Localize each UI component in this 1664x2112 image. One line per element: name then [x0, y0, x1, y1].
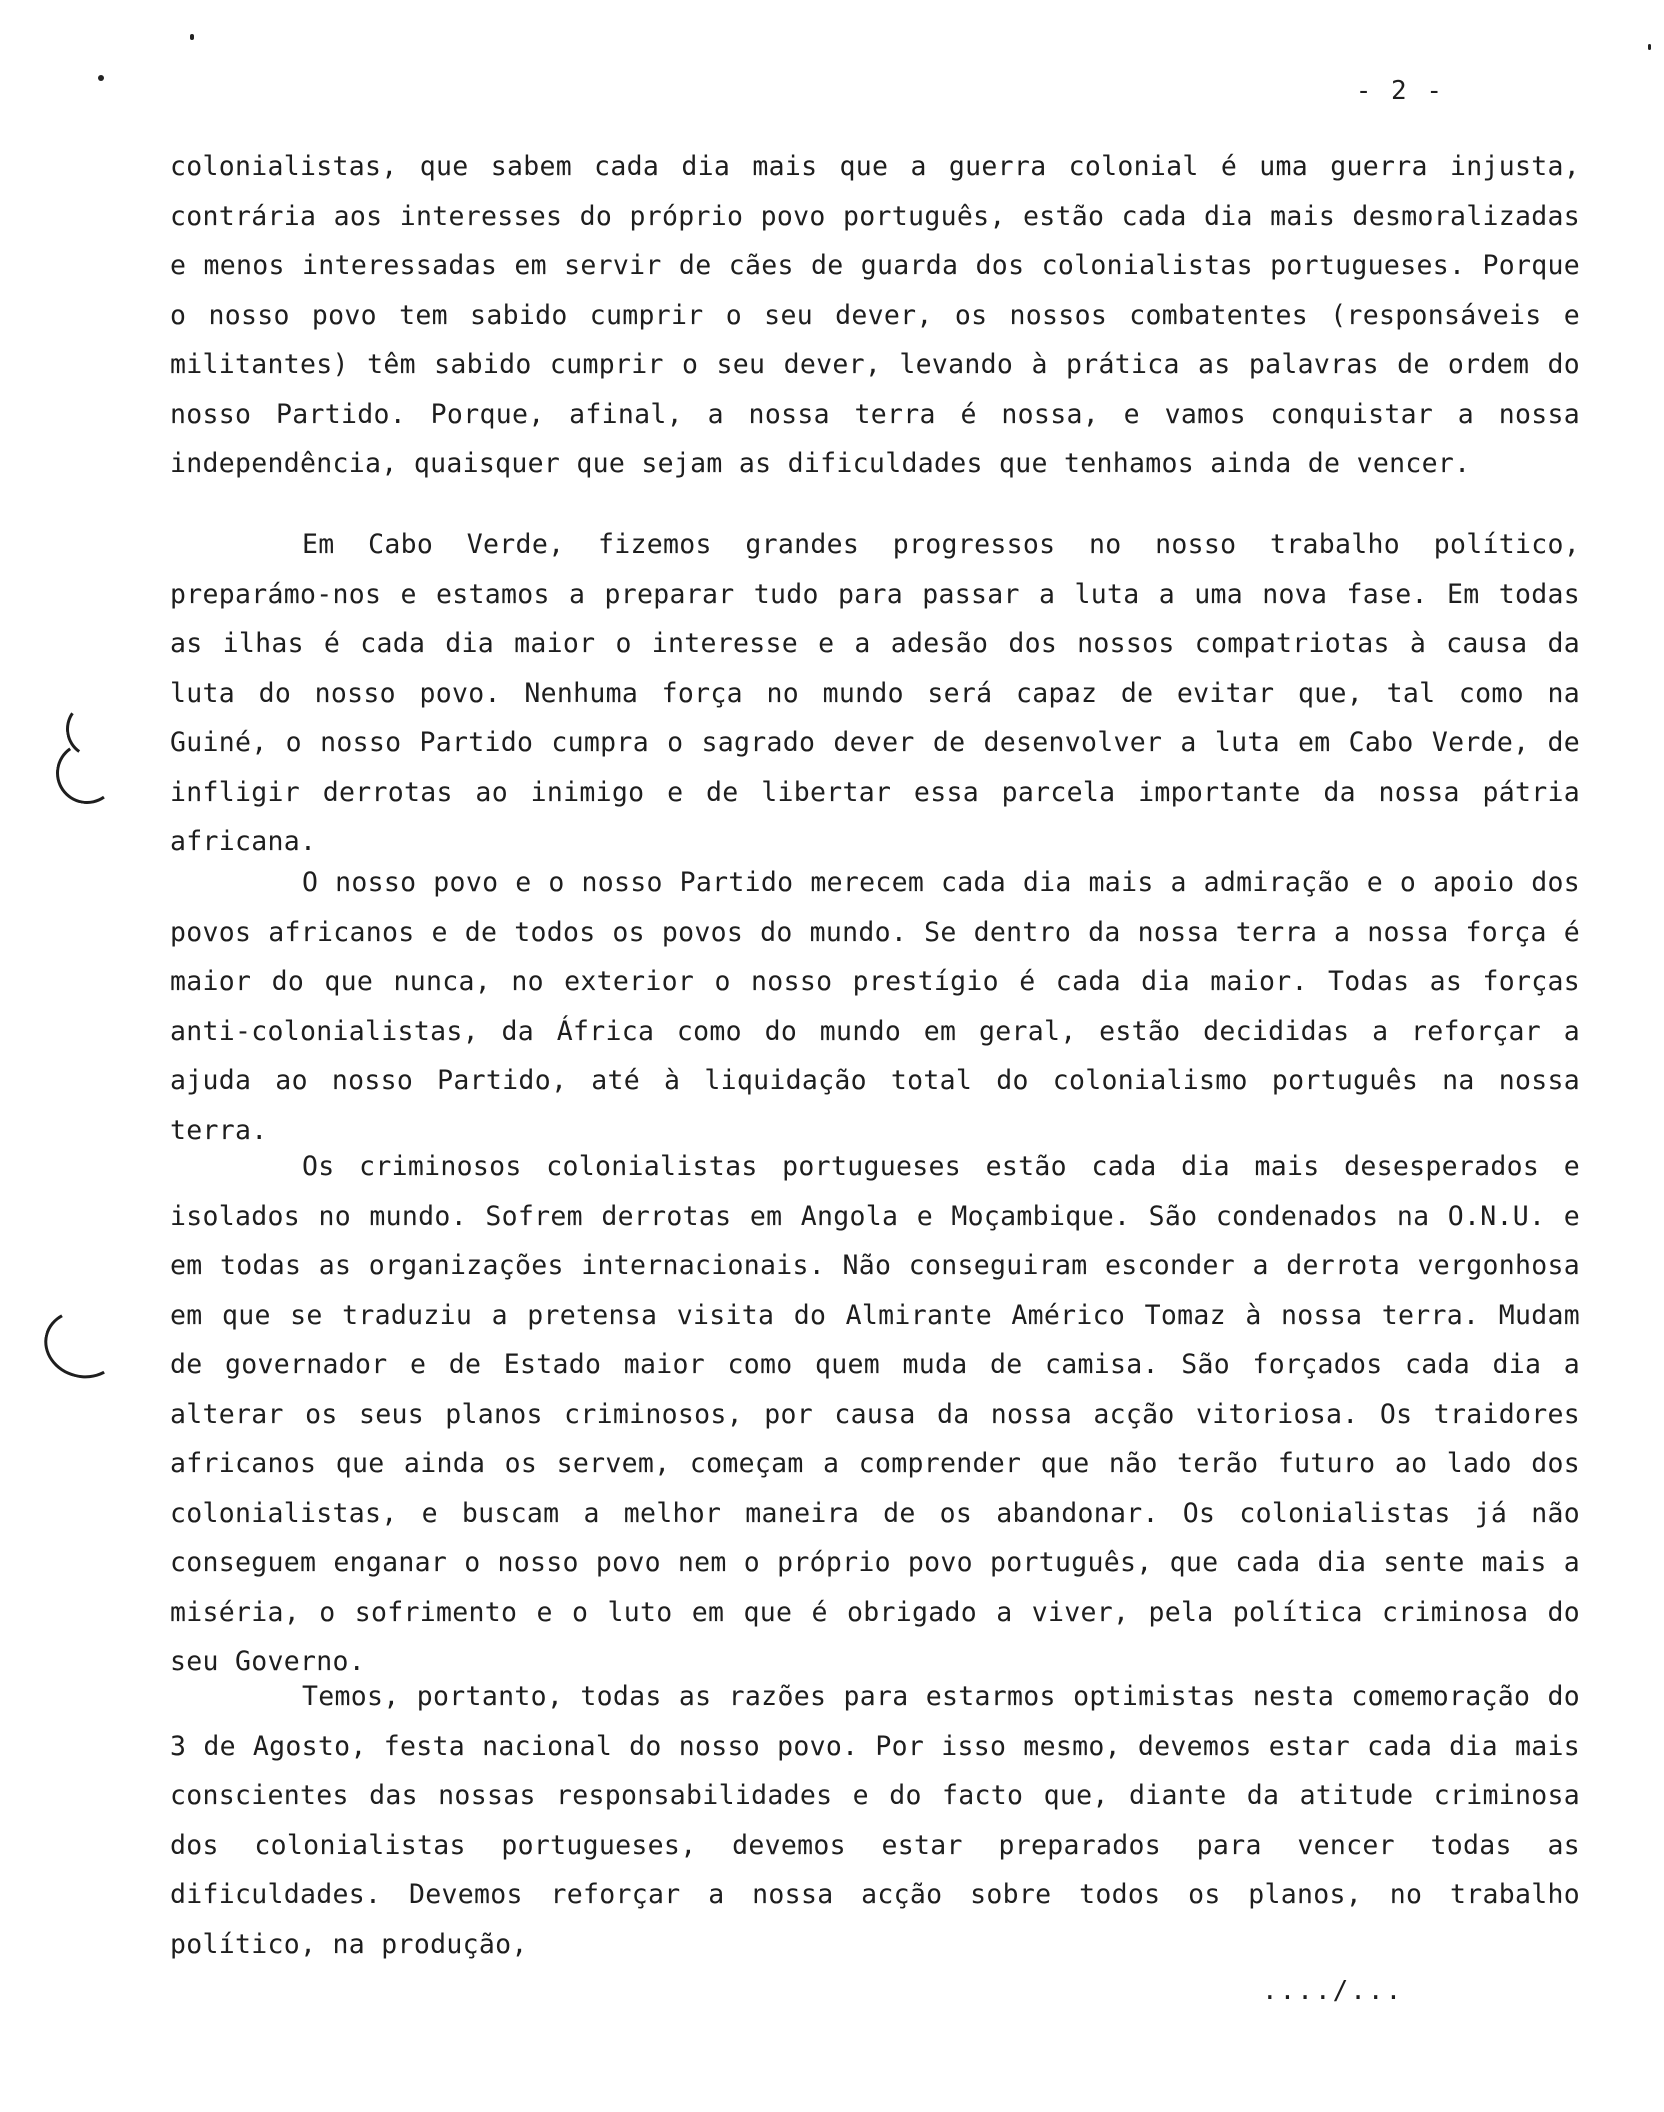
continuation-mark: ..../...: [1262, 1976, 1404, 2006]
scan-speck: [1648, 44, 1651, 50]
punch-hole-mark: [37, 1302, 129, 1387]
paragraph-3: O nosso povo e o nosso Partido merecem cada dia mais a admiração e o apoio dos povos africanos e de todos os povos do mundo. Se dentro da nossa terra a nossa força é maior do que nunca, no exterior o nosso prestígio é cada dia maior. Todas as forças anti-colonialistas, da África como do mundo em geral, estão decididas a reforçar a ajuda ao nosso Partido, até à liquidação total do colonialismo português na nossa terra.: [170, 867, 1580, 1146]
scan-speck: [190, 34, 194, 40]
page-number: - 2 -: [1355, 76, 1444, 106]
paragraph-2: Em Cabo Verde, fizemos grandes progressos no nosso trabalho político, preparámo-nos e estamos a preparar tudo para passar a luta a uma nova fase. Em todas as ilhas é cada dia maior o interesse e a adesão dos nossos compatriotas à causa da luta do nosso povo. Nenhuma força no mundo será capaz de evitar que, tal como na Guiné, o nosso Partido cumpra o sagrado dever de desenvolver a luta em Cabo Verde, de infligir derrotas ao inimigo e de libertar essa parcela importante da nossa pátria africana.: [170, 529, 1580, 857]
scan-speck: [98, 75, 104, 81]
paragraph-1: colonialistas, que sabem cada dia mais que a guerra colonial é uma guerra injusta, contrária aos interesses do próprio povo português, estão cada dia mais desmoralizadas e menos interessadas em servir de cães de guarda dos colonialistas portugueses. Porque o nosso povo tem sabido cumprir o seu dever, os nossos combatentes (responsáveis e militantes) têm sabido cumprir o seu dever, levando à prática as palavras de ordem do nosso Partido. Porque, afinal, a nossa terra é nossa, e vamos conquistar a nossa independência, quaisquer que sejam as dificuldades que tenhamos ainda de vencer.: [170, 151, 1580, 479]
paragraph-5: Temos, portanto, todas as razões para estarmos optimistas nesta comemoração do 3 de Agosto, festa nacional do nosso povo. Por isso mesmo, devemos estar cada dia mais conscientes das nossas responsabilidades e do facto que, diante da atitude criminosa dos colonialistas portugueses, devemos estar preparados para vencer todas as dificuldades. Devemos reforçar a nossa acção sobre todos os planos, no trabalho político, na produção,: [170, 1681, 1580, 1960]
paragraph-4: Os criminosos colonialistas portugueses estão cada dia mais desesperados e isolados no mundo. Sofrem derrotas em Angola e Moçambique. São condenados na O.N.U. e em todas as organizações internacionais. Não conseguiram esconder a derrota vergonhosa em que se traduziu a pretensa visita do Almirante Américo Tomaz à nossa terra. Mudam de governador e de Estado maior como quem muda de camisa. São forçados cada dia a alterar os seus planos criminosos, por causa da nossa acção vitoriosa. Os traidores africanos que ainda os servem, começam a comprender que não terão futuro ao lado dos colonialistas, e buscam a melhor maneira de os abandonar. Os colonialistas já não conseguem enganar o nosso povo nem o próprio povo português, que cada dia sente mais a miséria, o sofrimento e o luto em que é obrigado a viver, pela política criminosa do seu Governo.: [170, 1151, 1580, 1677]
